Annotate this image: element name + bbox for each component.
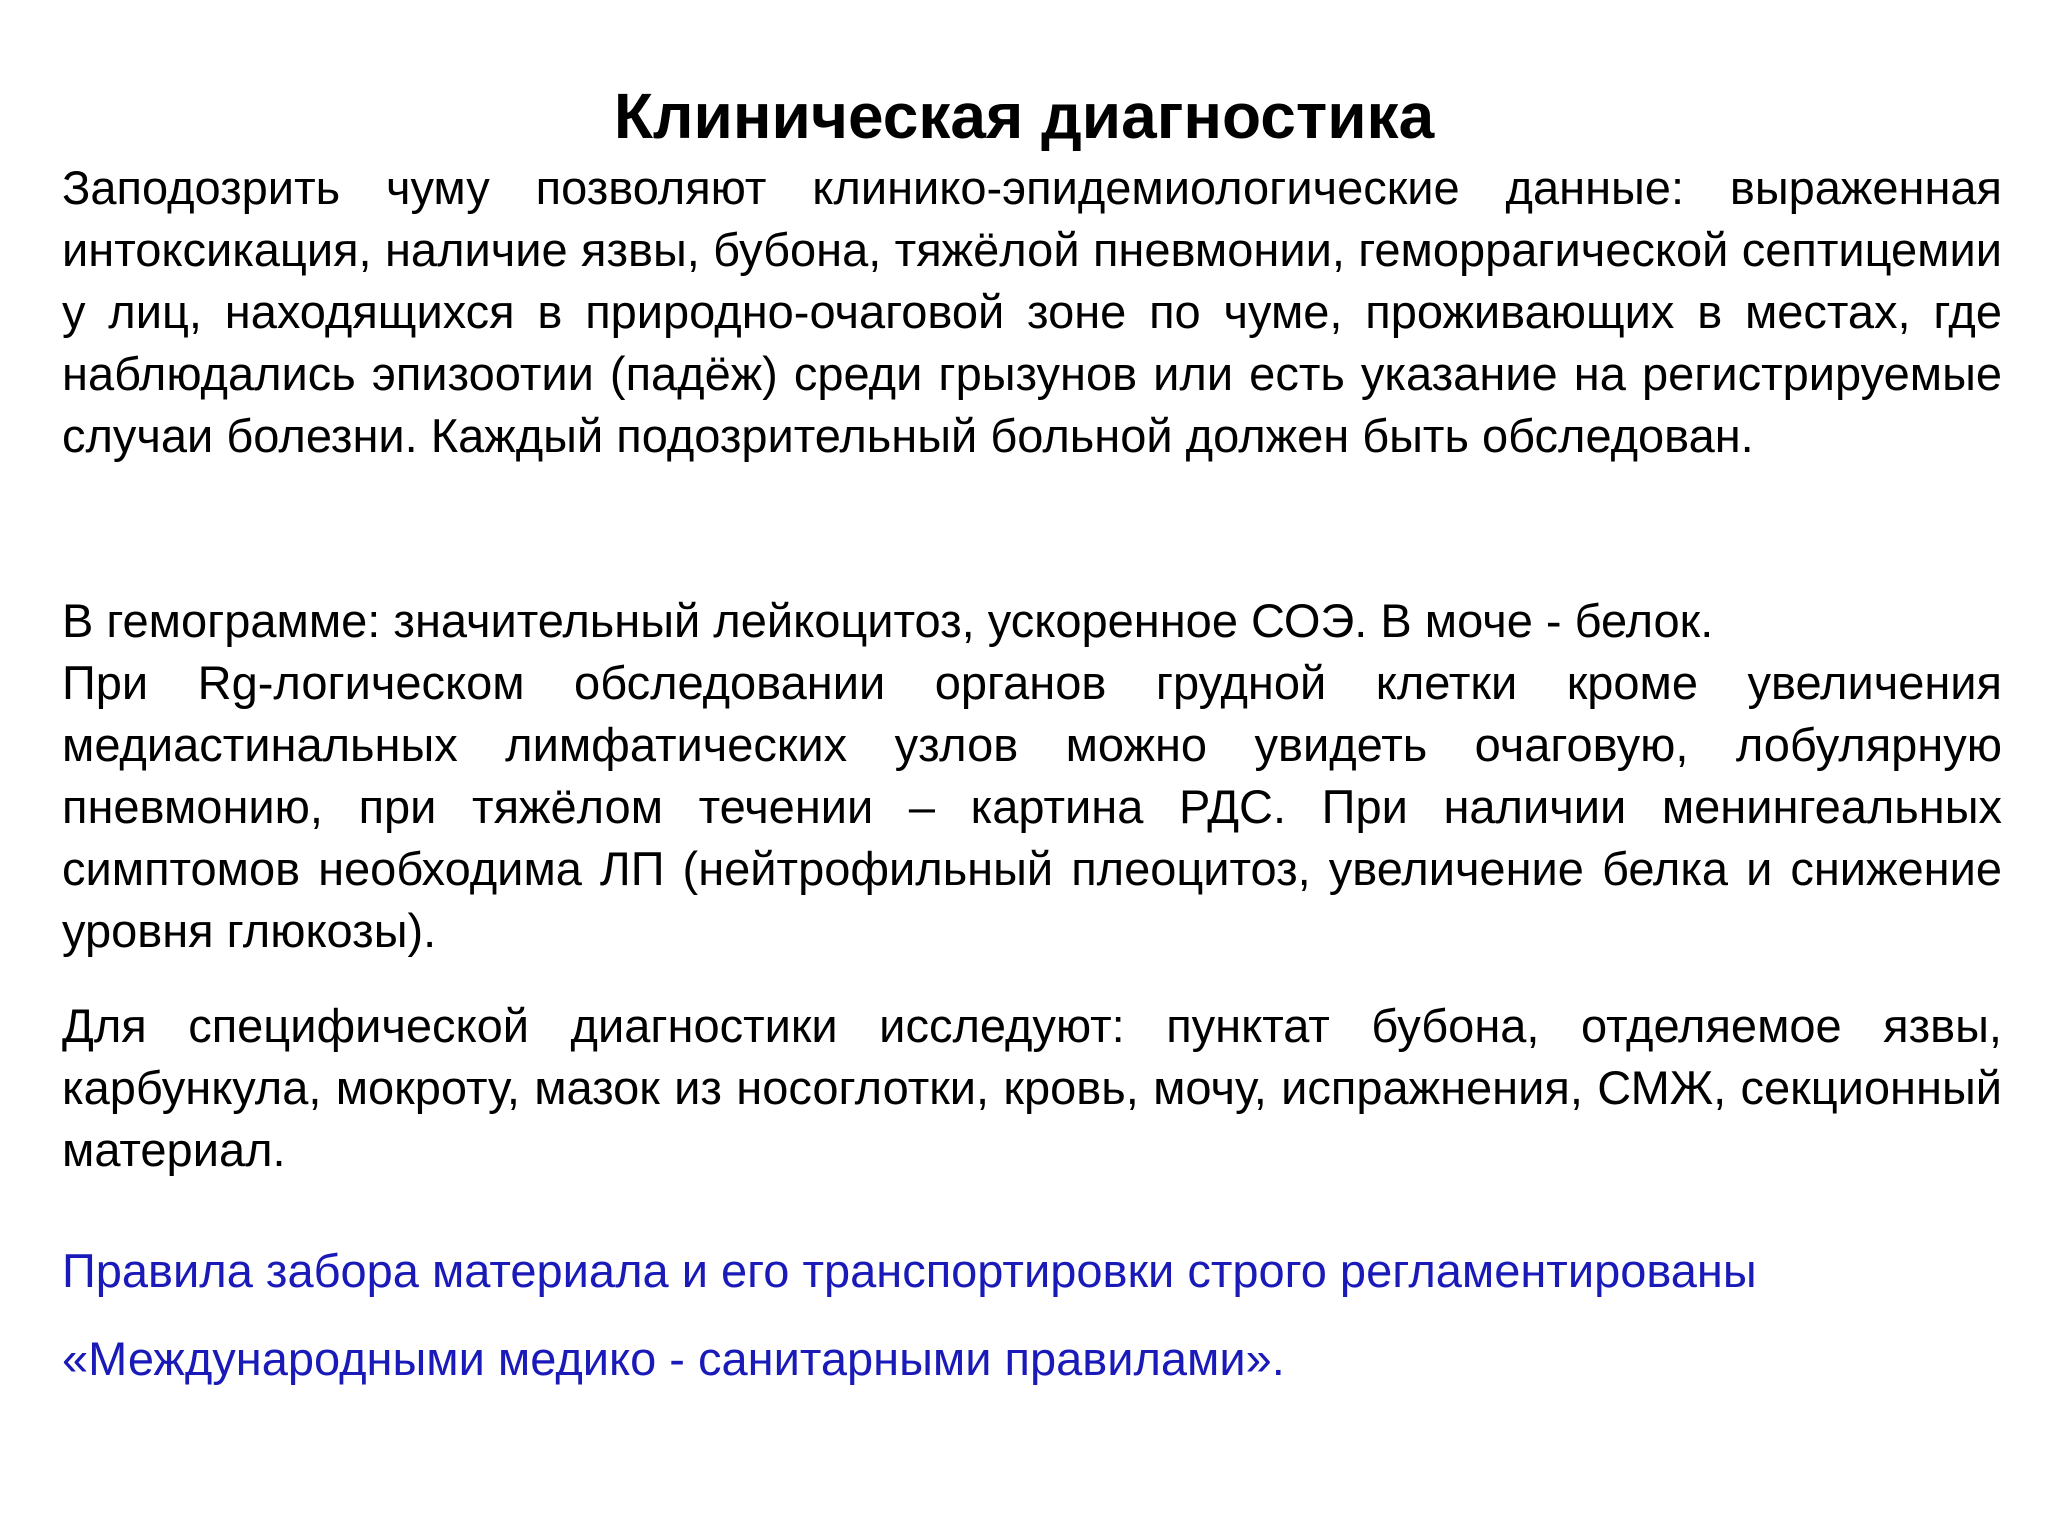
slide-title: Клиническая диагностика — [613, 80, 1435, 152]
paragraph-rg: При Rg-логическом обследовании органов грудной клетки кроме увеличения медиастинальных лимфатических узлов можно увидеть очаговую, лобулярную пневмонию, при тяжёлом течении – картина РДС. При наличии менингеальных симптомов необходима ЛП (нейтрофильный плеоцитоз, увеличение белка и снижение уровня глюкозы). — [62, 656, 2002, 957]
paragraph-specific: Для специфической диагностики исследуют: пунктат бубона, отделяемое язвы, карбункула, мокроту, мазок из носоглотки, кровь, мочу, испражнения, СМЖ, секционный материал. — [62, 999, 2002, 1176]
paragraph-suspicion: Заподозрить чуму позволяют клинико-эпидемиологические данные: выраженная интоксикация, наличие язвы, бубона, тяжёлой пневмонии, геморрагической септицемии у лиц, находящихся в природно-очаговой зоне по чуме, проживающих в местах, где наблюдались эпизоотии (падёж) среди грызунов или есть указание на регистрируемые случаи болезни. Каждый подозрительный больной должен быть обследован. — [62, 161, 2002, 462]
paragraph-hemogram: В гемограмме: значительный лейкоцитоз, ускоренное СОЭ. В моче - белок. — [62, 594, 1714, 647]
rules-line-1: Правила забора материала и его транспортировки строго регламентированы — [62, 1244, 1757, 1297]
rules-line-2: «Международными медико - санитарными правилами». — [62, 1332, 1285, 1385]
